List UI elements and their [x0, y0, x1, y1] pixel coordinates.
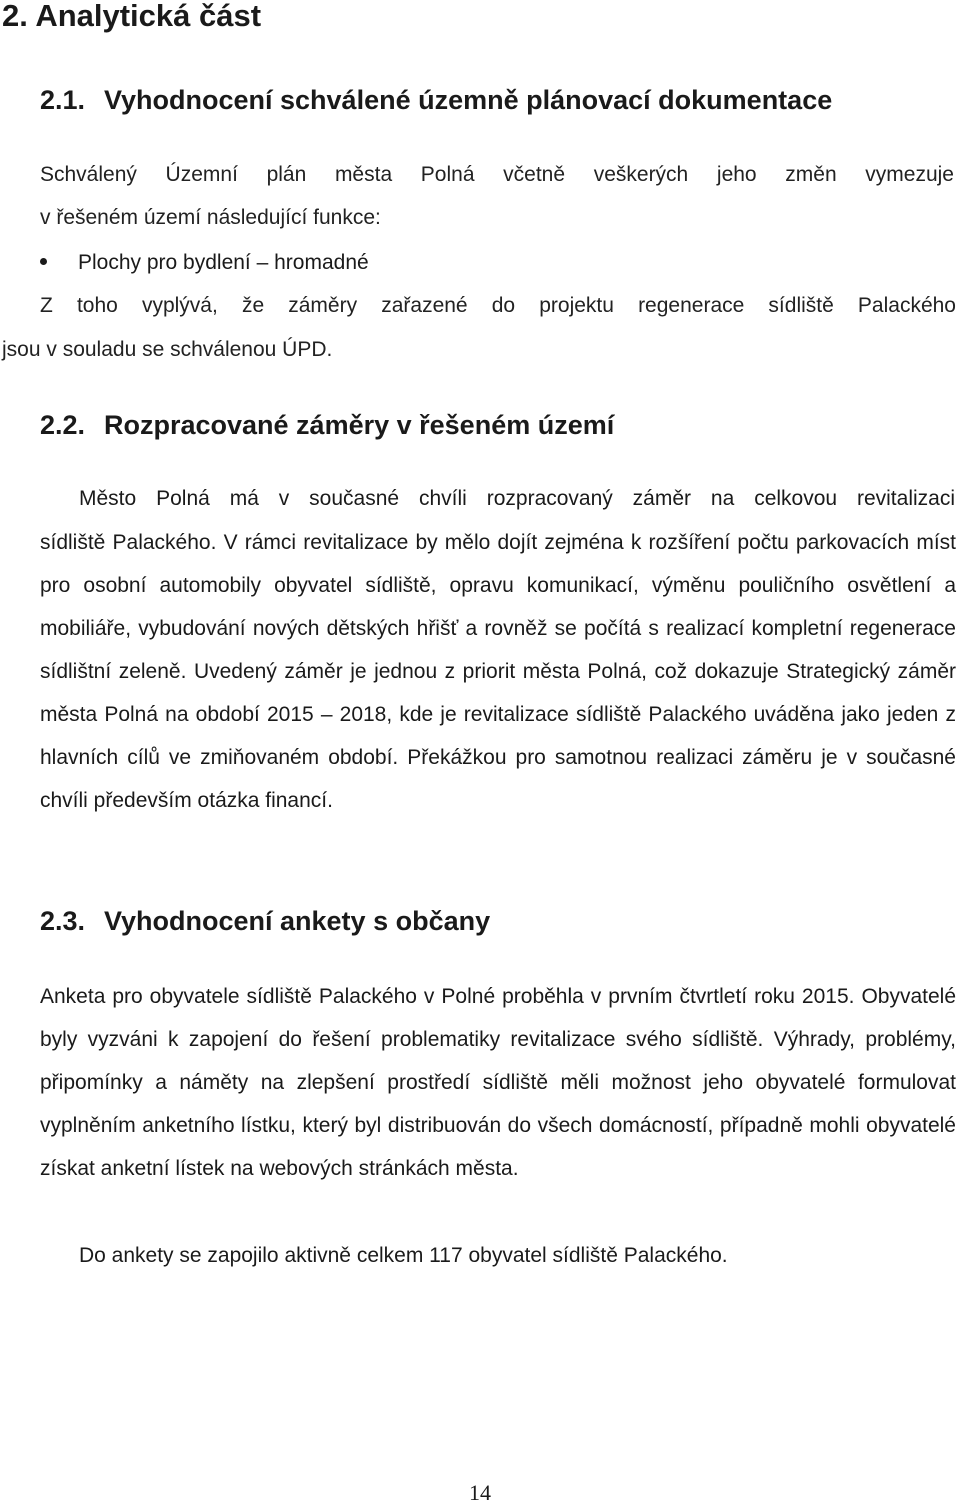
section-title: Rozpracované záměry v řešeném území — [104, 410, 615, 440]
paragraph: Anketa pro obyvatele sídliště Palackého v Polné proběhla v prvním čtvrtletí roku 2015. Obyvatelé byly vyzváni k zapojení do řešení problematiky revitalizace svého sídliště. Výhrady, problémy, připomínky a náměty na zlepšení prostředí sídliště měli možnost jeho obyvatelé formulovat vyplněním anketního lístku, který byl distribuován do všech domácností, případně mohli obyvatelé získat anketní lístek na webových stránkách města. — [40, 985, 956, 1180]
section-heading-2-2 — [40, 407, 614, 443]
bullet-icon — [40, 258, 47, 265]
page-number: 14 — [469, 1480, 491, 1505]
paragraph-line: v řešeném území následující funkce: — [40, 206, 381, 229]
paragraph: Do ankety se zapojilo aktivně celkem 117 obyvatel sídliště Palackého. — [79, 1244, 728, 1267]
paragraph-line: jsou v souladu se schválenou ÚPD. — [2, 338, 333, 361]
section-heading-2-3 — [40, 903, 490, 939]
paragraph-line: Schválený Územní plán města Polná včetně veškerých jeho změn vymezuje — [40, 163, 954, 186]
bullet-text: Plochy pro bydlení – hromadné — [78, 251, 369, 274]
section-number: 2.2. — [40, 410, 86, 440]
section-title: Vyhodnocení ankety s občany — [104, 906, 491, 936]
bullet-list-item — [40, 248, 369, 278]
chapter-heading: 2. Analytická část — [2, 0, 262, 33]
section-number: 2.3. — [40, 906, 86, 936]
paragraph: sídliště Palackého. V rámci revitalizace by mělo dojít zejména k rozšíření počtu parkovacích míst pro osobní automobily obyvatel sídliště, opravu komunikací, výměnu pouličního osvětlení a mobiliáře, vybudování nových dětských hřišť a rovněž se počítá s realizací kompletní regenerace sídlištní zeleně. Uvedený záměr je jednou z priorit města Polná, což dokazuje Strategický záměr města Polná na období 2015 – 2018, kde je revitalizace sídliště Palackého uváděna jako jeden z hlavních cílů ve zmiňovaném období. Překážkou pro samotnou realizaci záměru je v současné chvíli především otázka financí. — [40, 531, 956, 812]
section-number: 2.1. — [40, 85, 86, 115]
paragraph-line: Z toho vyplývá, že záměry zařazené do projektu regenerace sídliště Palackého — [40, 294, 956, 317]
paragraph-first-line: Město Polná má v současné chvíli rozpracovaný záměr na celkovou revitalizaci — [79, 487, 955, 510]
section-heading-2-1 — [40, 82, 832, 118]
section-title: Vyhodnocení schválené územně plánovací dokumentace — [104, 85, 833, 115]
